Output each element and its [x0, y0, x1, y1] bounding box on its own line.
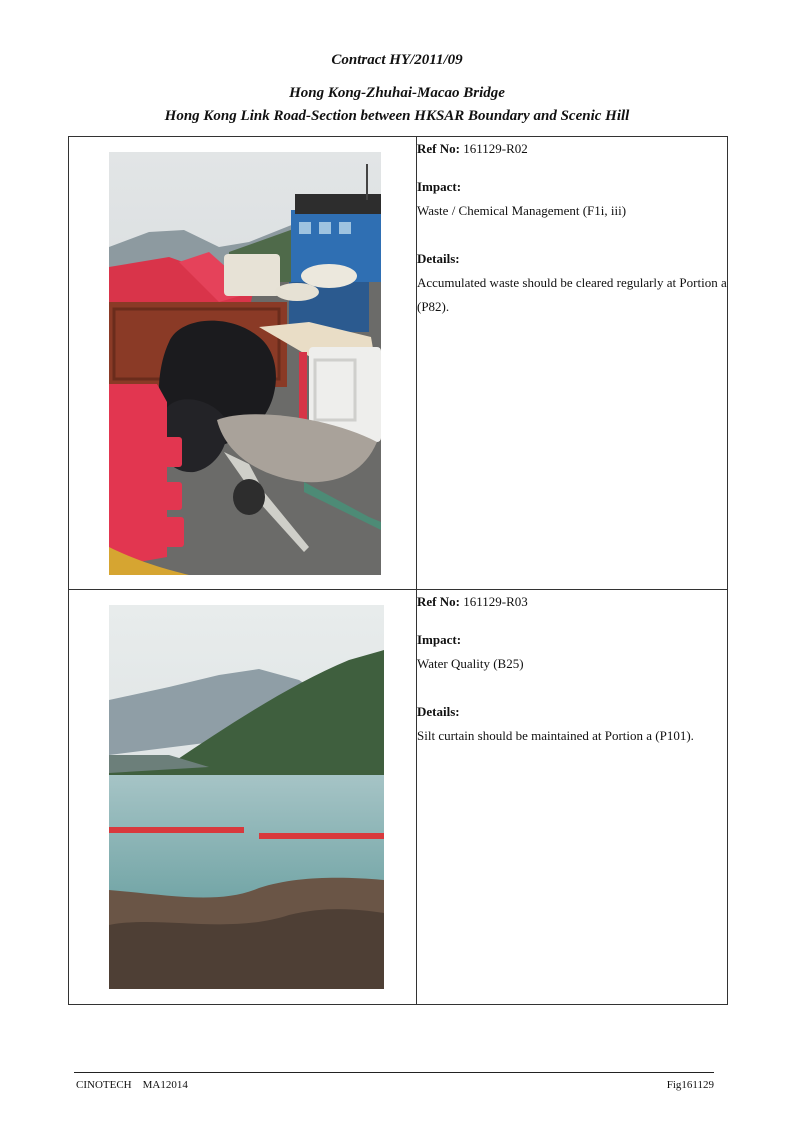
silt-curtain-photo	[109, 605, 384, 989]
footer-left	[76, 1079, 188, 1091]
ref-line	[417, 590, 727, 614]
details-label: Details:	[417, 251, 460, 266]
waste-photo	[109, 152, 381, 575]
impact-value: Waste / Chemical Management (F1i, iii)	[417, 203, 627, 218]
observation-row	[69, 137, 728, 590]
details-cell	[417, 137, 728, 590]
project-title: Hong Kong-Zhuhai-Macao Bridge	[289, 85, 505, 101]
details-cell	[417, 590, 728, 1005]
photo-cell	[69, 590, 417, 1005]
ref-label: Ref No:	[417, 594, 460, 609]
details-value: Accumulated waste should be cleared regularly at Portion a (P82).	[417, 275, 727, 314]
footer-company: CINOTECH	[76, 1079, 132, 1091]
ref-label: Ref No:	[417, 141, 460, 156]
section-title: Hong Kong Link Road-Section between HKSAR Boundary and Scenic Hill	[164, 108, 630, 124]
contract-title: Contract HY/2011/09	[331, 52, 463, 68]
impact-label: Impact:	[417, 179, 462, 194]
footer-figure-number: Fig161129	[666, 1079, 714, 1091]
photo-cell	[69, 137, 417, 590]
impact-value: Water Quality (B25)	[417, 656, 524, 671]
ref-value: 161129-R03	[463, 594, 528, 609]
details-value: Silt curtain should be maintained at Portion a (P101).	[417, 728, 694, 743]
ref-line	[417, 137, 727, 161]
observation-table	[68, 136, 728, 1005]
ref-value: 161129-R02	[463, 141, 528, 156]
observation-row	[69, 590, 728, 1005]
impact-label: Impact:	[417, 632, 462, 647]
footer-doc-code: MA12014	[142, 1079, 188, 1091]
footer-divider	[74, 1072, 714, 1073]
details-label: Details:	[417, 704, 460, 719]
